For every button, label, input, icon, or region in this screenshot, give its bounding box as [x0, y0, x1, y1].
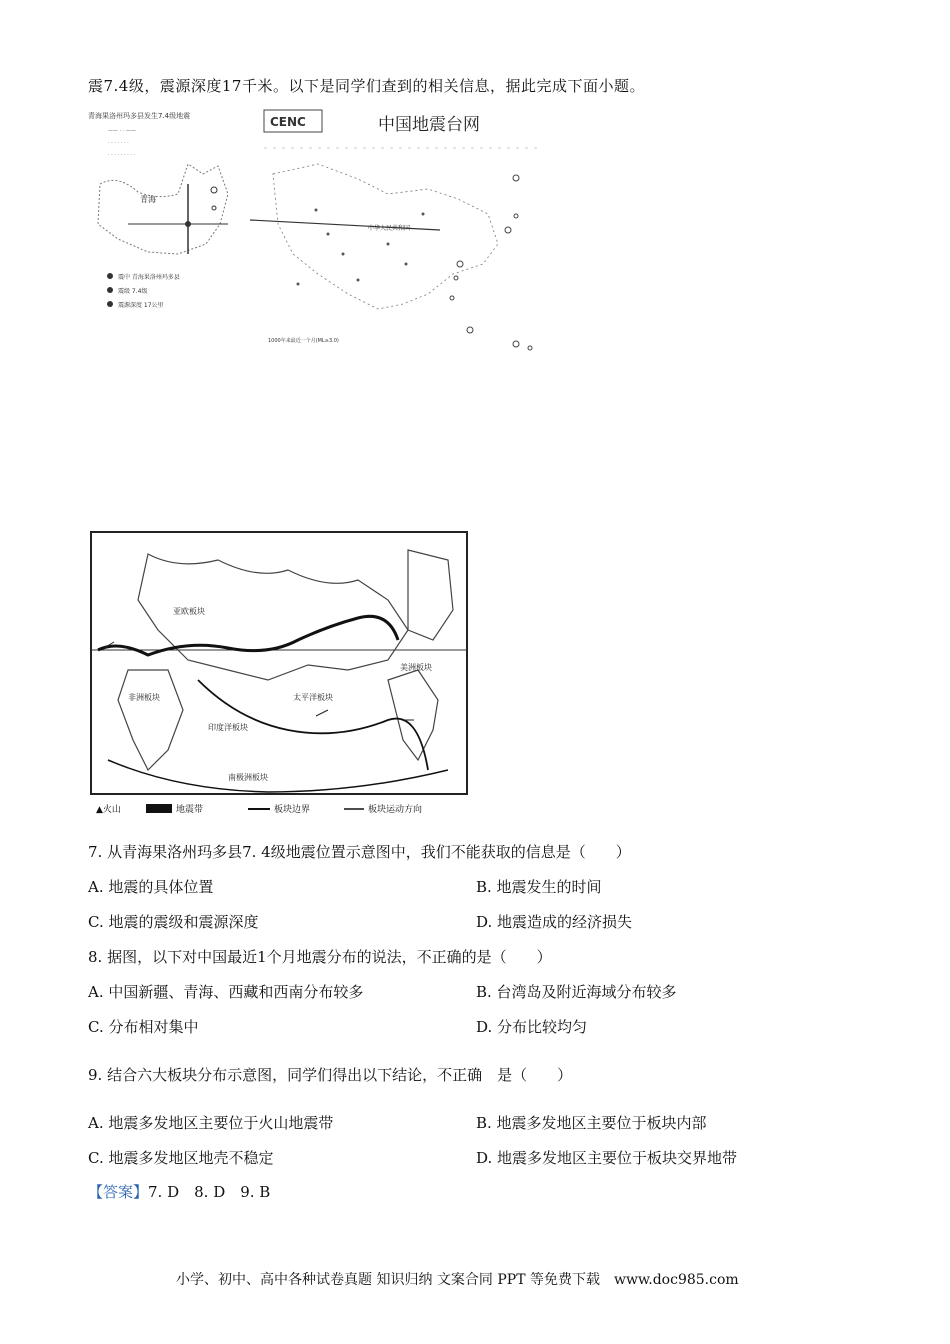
- left-map-place: 青海: [140, 195, 156, 204]
- svg-text:—— · · ——: —— · · ——: [108, 128, 136, 134]
- question-7-option-c: C. 地震的震级和震源深度: [88, 913, 259, 931]
- answer-line: [88, 1182, 270, 1202]
- plate-label-antarctic: 南极洲板块: [228, 773, 268, 782]
- legend-earthquake-belt: 地震带: [176, 805, 204, 815]
- svg-text:· · · · · · · · ·: · · · · · · · · ·: [108, 152, 136, 158]
- left-map-title: 青海果洛州玛多县发生7.4级地震: [88, 112, 191, 120]
- answer-tag: 【答案】: [88, 1183, 149, 1201]
- plate-label-american: 美洲板块: [400, 663, 432, 672]
- question-9-option-a: A. 地震多发地区主要位于火山地震带: [88, 1114, 334, 1132]
- right-map-title: 中国地震台网: [378, 115, 480, 135]
- right-map-caption: 1000年来最近一个月(ML≥3.0): [268, 338, 339, 344]
- question-7-option-a: A. 地震的具体位置: [88, 878, 214, 896]
- question-7-option-d: D. 地震造成的经济损失: [476, 913, 633, 931]
- plate-label-african: 非洲板块: [128, 693, 160, 702]
- question-9-option-c: C. 地震多发地区地壳不稳定: [88, 1149, 274, 1167]
- six-plates-map: [88, 530, 470, 820]
- question-7-option-b: B. 地震发生的时间: [476, 878, 602, 896]
- left-legend-3: 震源深度 17公里: [118, 302, 164, 309]
- question-8-option-d: D. 分布比较均匀: [476, 1018, 588, 1036]
- question-9-stem: 9. 结合六大板块分布示意图，同学们得出以下结论，不正确 是（ ）: [88, 1066, 573, 1084]
- page-footer: 小学、初中、高中各种试卷真题 知识归纳 文案合同 PPT 等免费下载 www.doc985.com: [176, 1272, 739, 1288]
- question-8-option-c: C. 分布相对集中: [88, 1018, 199, 1036]
- left-legend-2: 震级 7.4级: [118, 288, 148, 295]
- question-9-option-b: B. 地震多发地区主要位于板块内部: [476, 1114, 707, 1132]
- question-7-stem: 7. 从青海果洛州玛多县7. 4级地震位置示意图中，我们不能获取的信息是（ ）: [88, 843, 631, 861]
- question-8-stem: 8. 据图，以下对中国最近1个月地震分布的说法，不正确的是（ ）: [88, 948, 552, 966]
- cenc-logo: CENC: [270, 115, 306, 129]
- plate-label-pacific: 太平洋板块: [293, 693, 333, 702]
- question-8-option-b: B. 台湾岛及附近海域分布较多: [476, 983, 677, 1001]
- left-map-panel: [88, 111, 228, 309]
- earthquake-location-figure: [88, 104, 550, 356]
- plate-label-eurasian: 亚欧板块: [173, 607, 205, 616]
- question-9-option-d: D. 地震多发地区主要位于板块交界地带: [476, 1149, 738, 1167]
- right-map-panel: [250, 110, 538, 350]
- intro-text: 震7.4级，震源深度17千米。以下是同学们查到的相关信息，据此完成下面小题。: [88, 77, 645, 95]
- svg-text:· · · · · · ·: · · · · · · ·: [108, 140, 129, 146]
- answer-text: 7. D 8. D 9. B: [148, 1183, 271, 1201]
- legend-volcano: ▲火山: [96, 805, 121, 815]
- legend-plate-motion: 板块运动方向: [368, 805, 423, 815]
- left-legend-1: 震中 青海果洛州玛多县: [118, 274, 180, 281]
- question-8-option-a: A. 中国新疆、青海、西藏和西南分布较多: [88, 983, 364, 1001]
- right-map-place: 中华人民共和国: [368, 225, 411, 232]
- legend-plate-boundary: 板块边界: [274, 805, 311, 815]
- plate-label-indian: 印度洋板块: [208, 723, 248, 732]
